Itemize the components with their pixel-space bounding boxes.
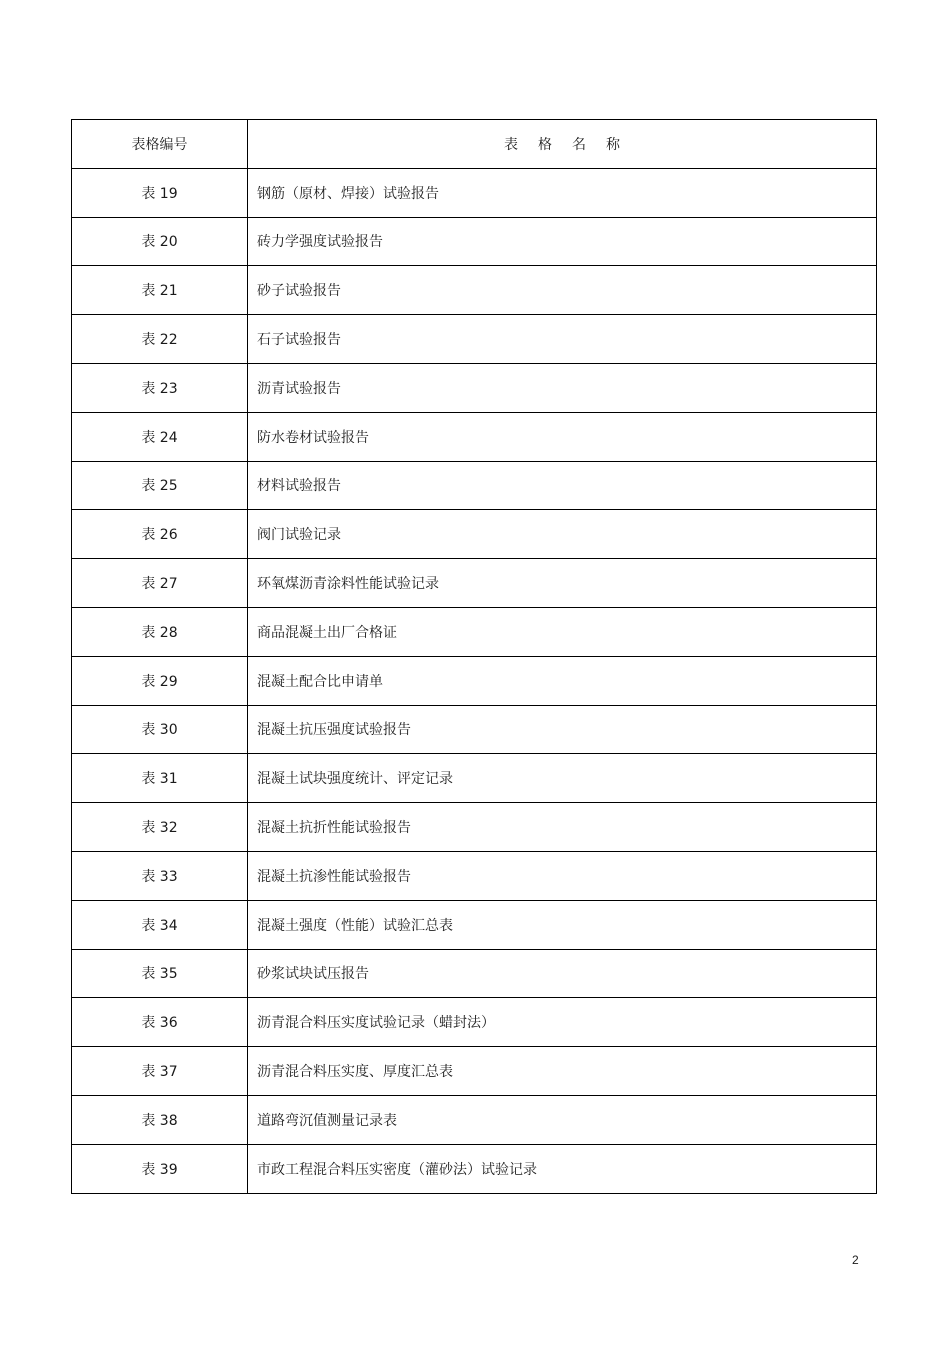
form-code-cell: 表 39 [72, 1144, 248, 1193]
form-name-cell: 商品混凝土出厂合格证 [248, 607, 877, 656]
form-code-cell: 表 31 [72, 754, 248, 803]
table-row [72, 851, 877, 900]
table-row [72, 461, 877, 510]
table-row [72, 363, 877, 412]
header-form-name: 表格名称 [248, 120, 877, 169]
form-name-cell: 石子试验报告 [248, 315, 877, 364]
form-code-cell: 表 34 [72, 900, 248, 949]
page-number: 2 [852, 1253, 859, 1267]
form-code-cell: 表 26 [72, 510, 248, 559]
form-name-cell: 混凝土强度（性能）试验汇总表 [248, 900, 877, 949]
table-row [72, 559, 877, 608]
form-name-cell: 道路弯沉值测量记录表 [248, 1095, 877, 1144]
form-code-cell: 表 38 [72, 1095, 248, 1144]
form-code-cell: 表 19 [72, 168, 248, 217]
form-code-cell: 表 36 [72, 998, 248, 1047]
form-code-cell: 表 28 [72, 607, 248, 656]
table-row [72, 998, 877, 1047]
form-code-cell: 表 23 [72, 363, 248, 412]
form-code-cell: 表 25 [72, 461, 248, 510]
form-code-cell: 表 37 [72, 1047, 248, 1096]
table-row [72, 266, 877, 315]
form-name-cell: 混凝土抗折性能试验报告 [248, 803, 877, 852]
table-row [72, 168, 877, 217]
form-name-cell: 混凝土试块强度统计、评定记录 [248, 754, 877, 803]
form-name-cell: 混凝土抗渗性能试验报告 [248, 851, 877, 900]
form-code-cell: 表 21 [72, 266, 248, 315]
form-code-cell: 表 35 [72, 949, 248, 998]
table-header-row [72, 120, 877, 169]
form-name-cell: 沥青混合料压实度试验记录（蜡封法） [248, 998, 877, 1047]
table-row [72, 510, 877, 559]
table-row [72, 803, 877, 852]
table-row [72, 900, 877, 949]
form-name-cell: 砖力学强度试验报告 [248, 217, 877, 266]
form-code-cell: 表 20 [72, 217, 248, 266]
form-name-cell: 材料试验报告 [248, 461, 877, 510]
form-name-cell: 环氧煤沥青涂料性能试验记录 [248, 559, 877, 608]
table-body [72, 168, 877, 1193]
table-row [72, 705, 877, 754]
form-name-cell: 沥青试验报告 [248, 363, 877, 412]
form-name-cell: 混凝土抗压强度试验报告 [248, 705, 877, 754]
table-row [72, 754, 877, 803]
table-row [72, 412, 877, 461]
form-code-cell: 表 22 [72, 315, 248, 364]
form-name-cell: 市政工程混合料压实密度（灌砂法）试验记录 [248, 1144, 877, 1193]
table-row [72, 315, 877, 364]
form-index-table [71, 119, 877, 1194]
table-row [72, 949, 877, 998]
form-code-cell: 表 24 [72, 412, 248, 461]
form-name-cell: 钢筋（原材、焊接）试验报告 [248, 168, 877, 217]
table-row [72, 1095, 877, 1144]
table-row [72, 217, 877, 266]
form-code-cell: 表 27 [72, 559, 248, 608]
form-code-cell: 表 30 [72, 705, 248, 754]
form-code-cell: 表 33 [72, 851, 248, 900]
form-name-cell: 沥青混合料压实度、厚度汇总表 [248, 1047, 877, 1096]
table-row [72, 607, 877, 656]
form-code-cell: 表 29 [72, 656, 248, 705]
form-name-cell: 混凝土配合比申请单 [248, 656, 877, 705]
form-name-cell: 防水卷材试验报告 [248, 412, 877, 461]
table-row [72, 1047, 877, 1096]
form-name-cell: 砂子试验报告 [248, 266, 877, 315]
form-code-cell: 表 32 [72, 803, 248, 852]
form-name-cell: 阀门试验记录 [248, 510, 877, 559]
header-form-code: 表格编号 [72, 120, 248, 169]
form-name-cell: 砂浆试块试压报告 [248, 949, 877, 998]
table-row [72, 656, 877, 705]
table-row [72, 1144, 877, 1193]
